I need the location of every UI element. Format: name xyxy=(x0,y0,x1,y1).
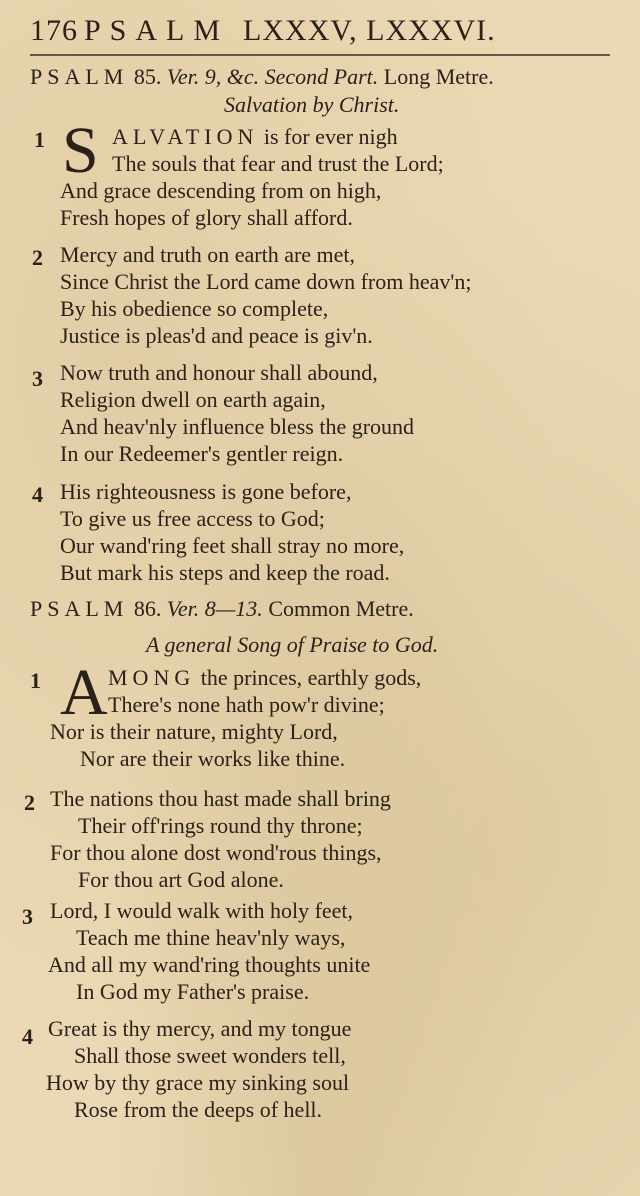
drop-cap: S xyxy=(62,114,99,187)
first-line-rest: is for ever nigh xyxy=(258,124,398,149)
first-word-smallcaps: ALVATION xyxy=(112,124,259,149)
running-head-numbers: LXXXV, LXXXVI. xyxy=(243,14,496,47)
running-head xyxy=(30,14,590,54)
verse-line: In our Redeemer's gentler reign. xyxy=(60,441,344,466)
verse-line: Justice is pleas'd and peace is giv'n. xyxy=(60,323,373,348)
psalm86-verse-ref: Ver. 8—13. xyxy=(166,596,263,621)
verse-number: 3 xyxy=(22,904,33,929)
psalm86-heading xyxy=(30,596,620,622)
page-number: 176 xyxy=(30,14,78,47)
psalm86-number: 86. xyxy=(133,596,162,621)
verse-line: How by thy grace my sinking soul xyxy=(46,1070,350,1095)
drop-cap: A xyxy=(60,656,108,729)
verse-line: Great is thy mercy, and my tongue xyxy=(48,1016,352,1041)
psalm85-subtitle: Salvation by Christ. xyxy=(224,92,400,117)
psalm86-metre: Common Metre. xyxy=(268,596,414,621)
verse-line: Shall those sweet wonders tell, xyxy=(74,1043,346,1068)
running-head-psalm: PSALM xyxy=(84,14,230,47)
verse-number: 4 xyxy=(32,482,43,507)
verse-number: 3 xyxy=(32,366,43,391)
verse-line: Rose from the deeps of hell. xyxy=(74,1097,323,1122)
verse-line: Nor is their nature, mighty Lord, xyxy=(50,719,338,744)
verse-line: For thou art God alone. xyxy=(78,867,284,892)
verse-line: Fresh hopes of glory shall afford. xyxy=(60,205,353,230)
verse-number: 1 xyxy=(34,127,45,152)
verse-line: For thou alone dost wond'rous things, xyxy=(50,840,382,865)
verse-line: And heav'nly influence bless the ground xyxy=(60,414,415,439)
verse-line: In God my Father's praise. xyxy=(76,979,310,1004)
verse-line: Lord, I would walk with holy feet, xyxy=(50,898,354,923)
verse-line: By his obedience so complete, xyxy=(60,296,329,321)
psalm86-subtitle: A general Song of Praise to God. xyxy=(146,632,439,657)
verse-line: There's none hath pow'r divine; xyxy=(108,692,385,717)
psalm85-metre: Long Metre. xyxy=(383,64,494,89)
psalm86-word: PSALM xyxy=(30,596,129,621)
verse-line: And grace descending from on high, xyxy=(60,178,382,203)
verse-number: 4 xyxy=(22,1024,33,1049)
verse-line: The nations thou hast made shall bring xyxy=(50,786,391,811)
verse-number: 1 xyxy=(30,668,41,693)
verse-line: But mark his steps and keep the road. xyxy=(60,560,390,585)
verse-line: Since Christ the Lord came down from heav'n; xyxy=(60,269,472,294)
verse-line: And all my wand'ring thoughts unite xyxy=(48,952,371,977)
verse-line: Their off'rings round thy throne; xyxy=(78,813,363,838)
psalm85-number: 85. xyxy=(133,64,162,89)
psalm85-word: PSALM xyxy=(30,64,129,89)
verse-line: His righteousness is gone before, xyxy=(60,479,352,504)
verse-line: Our wand'ring feet shall stray no more, xyxy=(60,533,405,558)
verse-line: Mercy and truth on earth are met, xyxy=(60,242,356,267)
header-rule xyxy=(30,54,610,56)
verse-line: Religion dwell on earth again, xyxy=(60,387,326,412)
psalm85-verse-ref: Ver. 9, &c. Second Part. xyxy=(166,64,379,89)
verse-number: 2 xyxy=(24,790,35,815)
psalm85-heading xyxy=(30,64,620,90)
first-line-rest: the princes, earthly gods, xyxy=(195,665,422,690)
verse-line: To give us free access to God; xyxy=(60,506,325,531)
verse-line: Now truth and honour shall abound, xyxy=(60,360,378,385)
verse-line: Nor are their works like thine. xyxy=(80,746,346,771)
verse-line xyxy=(108,665,421,691)
verse-line: Teach me thine heav'nly ways, xyxy=(76,925,346,950)
first-word-smallcaps: MONG xyxy=(108,665,196,690)
verse-line xyxy=(112,124,398,150)
verse-line: The souls that fear and trust the Lord; xyxy=(112,151,444,176)
verse-number: 2 xyxy=(32,245,43,270)
